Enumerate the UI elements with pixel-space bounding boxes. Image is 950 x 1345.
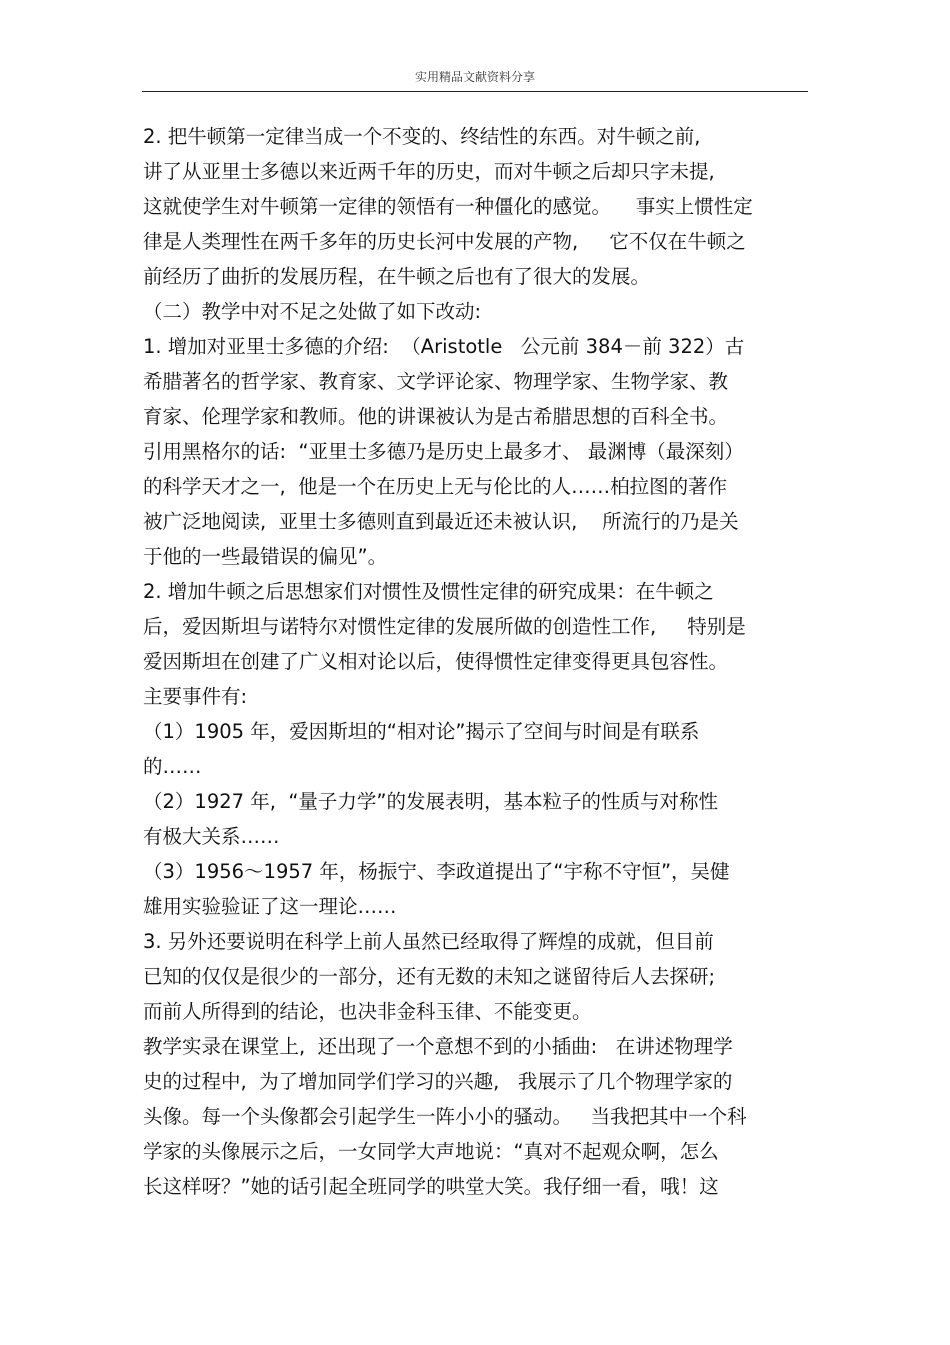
text-line: 2. 把牛顿第一定律当成一个不变的、终结性的东西。对牛顿之前, [143, 125, 701, 148]
list-item: （1）1905 年，爱因斯坦的“相对论”揭示了空间与时间是有联系 [143, 720, 700, 743]
text-line: 有极大关系…… [143, 825, 280, 848]
text-line: 教学实录在课堂上, 还出现了一个意想不到的小插曲: 在讲述物理学 [143, 1035, 733, 1058]
text-line: 这就使学生对牛顿第一定律的领悟有一种僵化的感觉。 事实上惯性定 [143, 195, 753, 218]
text-line: 引用黑格尔的话: “亚里士多德乃是历史上最多才、 最渊博（最深刻） [143, 440, 744, 463]
text-line: 于他的一些最错误的偏见”。 [143, 545, 388, 568]
header-divider [142, 91, 808, 92]
section-heading: （二）教学中对不足之处做了如下改动: [143, 300, 482, 323]
text-line: 被广泛地阅读, 亚里士多德则直到最近还未被认识, 所流行的乃是关 [143, 510, 739, 533]
text-line: 史的过程中, 为了增加同学们学习的兴趣, 我展示了几个物理学家的 [143, 1070, 733, 1093]
page-header: 实用精品文献资料分享 [414, 70, 535, 84]
text-line: 长这样呀？”她的话引起全班同学的哄堂大笑。我仔细一看，哦！这 [143, 1175, 719, 1198]
text-line: 3. 另外还要说明在科学上前人虽然已经取得了辉煌的成就，但目前 [143, 930, 714, 953]
text-line: 1. 增加对亚里士多德的介绍: （Aristotle 公元前 384－前 322）古 [143, 335, 745, 358]
text-line: 学家的头像展示之后，一女同学大声地说：“真对不起观众啊，怎么 [143, 1140, 719, 1163]
text-line: 希腊著名的哲学家、教育家、文学评论家、物理学家、生物学家、教 [143, 370, 729, 393]
text-line: 2. 增加牛顿之后思想家们对惯性及惯性定律的研究成果：在牛顿之 [143, 580, 714, 603]
text-line: 的科学天才之一, 他是一个在历史上无与伦比的人……柏拉图的著作 [143, 475, 728, 498]
list-item: （3）1956～1957 年，杨振宁、李政道提出了“宇称不守恒”，吴健 [143, 860, 730, 883]
text-line: 前经历了曲折的发展历程，在牛顿之后也有了很大的发展。 [143, 265, 651, 288]
text-line: 后，爱因斯坦与诺特尔对惯性定律的发展所做的创造性工作, 特别是 [143, 615, 746, 638]
text-line: 已知的仅仅是很少的一部分，还有无数的未知之谜留待后人去探研; [143, 965, 716, 988]
text-line: 主要事件有: [143, 685, 248, 708]
text-line: 而前人所得到的结论，也决非金科玉律、不能变更。 [143, 1000, 592, 1023]
text-line: 爱因斯坦在创建了广义相对论以后，使得惯性定律变得更具包容性。 [143, 650, 729, 673]
text-line: 讲了从亚里士多德以来近两千年的历史，而对牛顿之后却只字未提, [143, 160, 715, 183]
text-line: 头像。每一个头像都会引起学生一阵小小的骚动。 当我把其中一个科 [143, 1105, 747, 1128]
text-line: 律是人类理性在两千多年的历史长河中发展的产物, 它不仅在牛顿之 [143, 230, 746, 253]
list-item: （2）1927 年, “量子力学”的发展表明，基本粒子的性质与对称性 [143, 790, 719, 813]
text-line: 育家、伦理学家和教师。他的讲课被认为是古希腊思想的百科全书。 [143, 405, 729, 428]
text-line: 的…… [143, 755, 202, 778]
document-body [143, 119, 813, 1204]
text-line: 雄用实验验证了这一理论…… [143, 895, 397, 918]
